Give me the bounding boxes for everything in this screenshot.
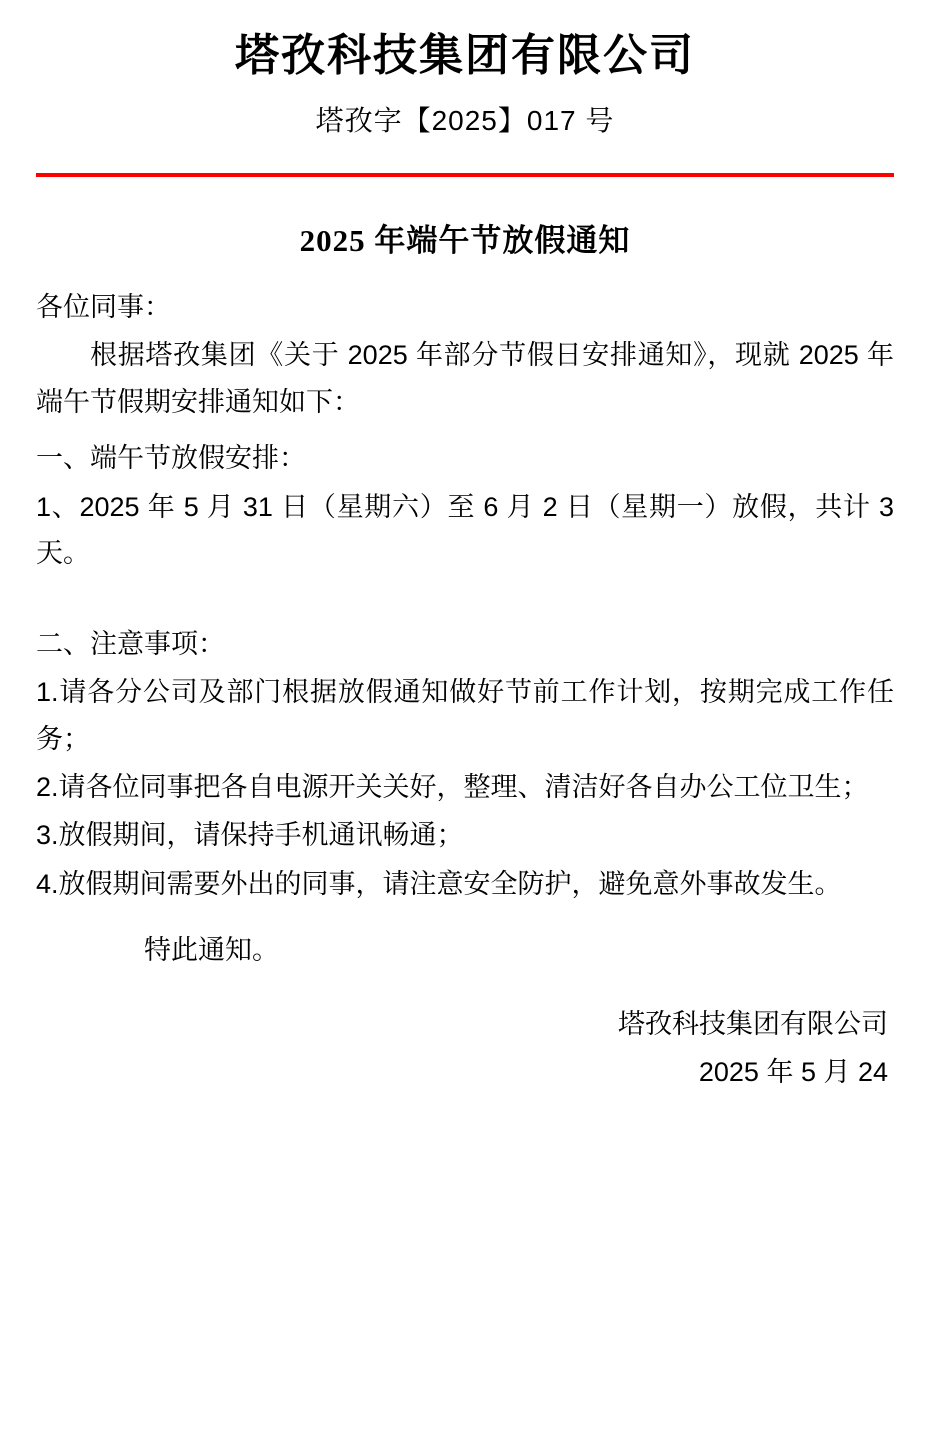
- organization-title: 塔孜科技集团有限公司: [235, 31, 695, 80]
- intro-paragraph: 根据塔孜集团《关于 2025 年部分节假日安排通知》，现就 2025 年端午节假期安排通知如下：: [36, 340, 894, 417]
- signature-date: 2025 年 5 月 24: [698, 1057, 888, 1088]
- document-title: 2025 年端午节放假通知: [299, 223, 631, 258]
- signature-block: [36, 1000, 894, 1097]
- section-2-item-4: 4.放假期间需要外出的同事，请注意安全防护，避免意外事故发生。: [36, 868, 842, 899]
- section-1-item-1: 1、2025 年 5 月 31 日（星期六）至 6 月 2 日（星期一）放假，共计 3 天。: [36, 491, 894, 569]
- document-number: 塔孜字【2025】017 号: [315, 105, 615, 136]
- closing-statement: 特此通知。: [144, 935, 279, 966]
- salutation: 各位同事：: [36, 292, 171, 322]
- red-divider-rule: [36, 173, 894, 177]
- signature-company: 塔孜科技集团有限公司: [618, 1008, 888, 1039]
- section-heading-1: 一、端午节放假安排：: [36, 443, 306, 474]
- section-2-item-2: 2.请各位同事把各自电源开关关好，整理、清洁好各自办公工位卫生；: [36, 771, 869, 802]
- section-spacer: [36, 577, 894, 611]
- section-2-item-3: 3.放假期间，请保持手机通讯畅通；: [36, 820, 464, 851]
- section-2-item-1: 1.请各分公司及部门根据放假通知做好节前工作计划，按期完成工作任务；: [36, 677, 894, 754]
- section-heading-2: 二、注意事项：: [36, 628, 225, 659]
